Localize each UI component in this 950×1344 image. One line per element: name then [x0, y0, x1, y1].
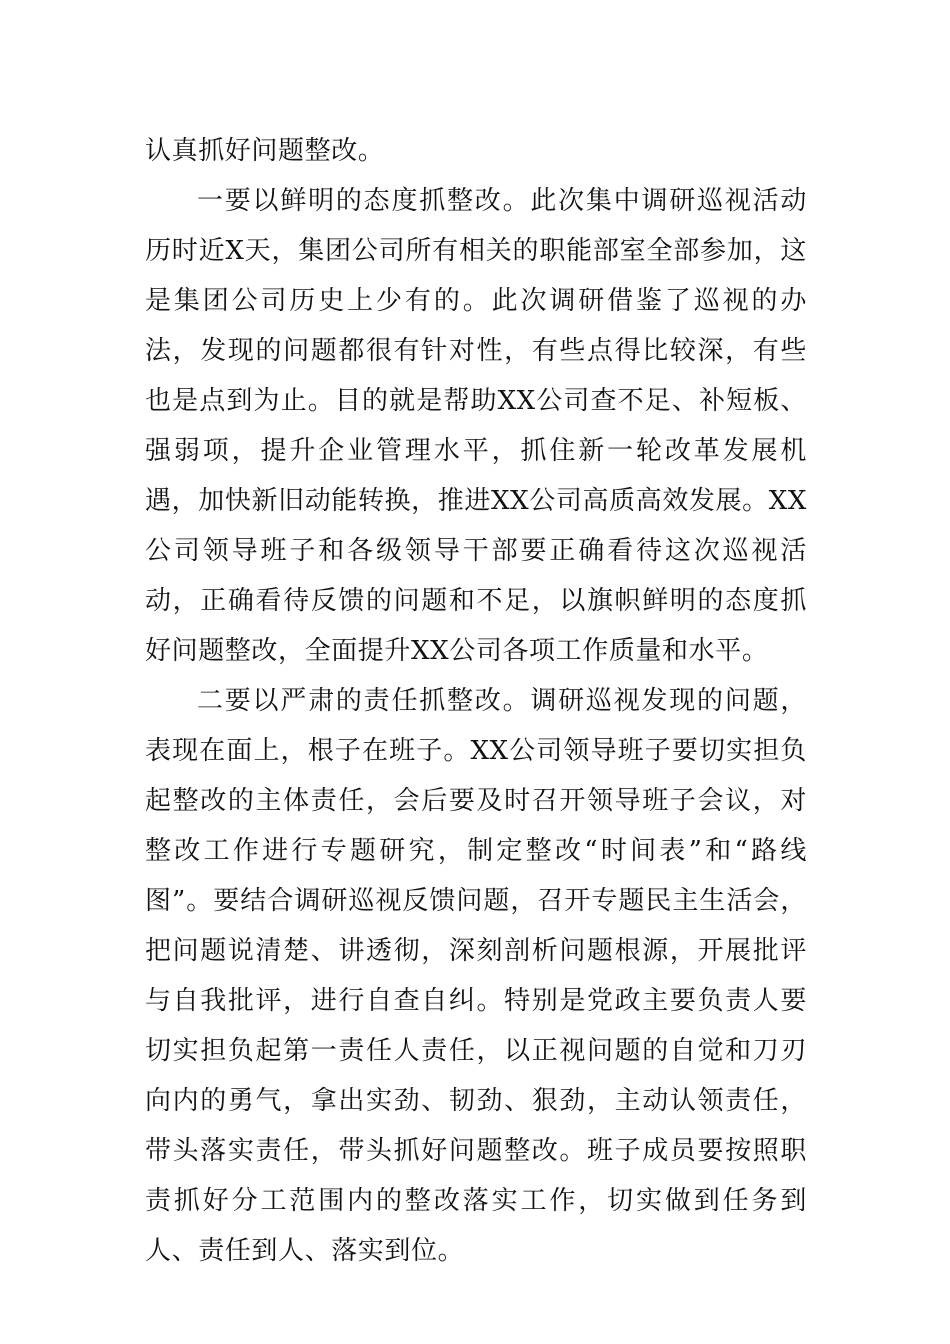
document-body [145, 126, 807, 1276]
paragraph-attitude-rectification: 一要以鲜明的态度抓整改。此次集中调研巡视活动历时近X天，集团公司所有相关的职能部室全部参加，这是集团公司历史上少有的。此次调研借鉴了巡视的办法，发现的问题都很有针对性，有些点得比较深，有些也是点到为止。目的就是帮助XX公司查不足、补短板、强弱项，提升企业管理水平，抓住新一轮改革发展机遇，加快新旧动能转换，推进XX公司高质高效发展。XX公司领导班子和各级领导干部要正确看待这次巡视活动，正确看待反馈的问题和不足，以旗帜鲜明的态度抓好问题整改，全面提升XX公司各项工作质量和水平。 [145, 186, 807, 666]
paragraph-responsibility-rectification: 二要以严肃的责任抓整改。调研巡视发现的问题，表现在面上，根子在班子。XX公司领导班子要切实担负起整改的主体责任，会后要及时召开领导班子会议，对整改工作进行专题研究，制定整改“时间表”和“路线图”。要结合调研巡视反馈问题，召开专题民主生活会，把问题说清楚、讲透彻，深刻剖析问题根源，开展批评与自我批评，进行自查自纠。特别是党政主要负责人要切实担负起第一责任人责任，以正视问题的自觉和刀刃向内的勇气，拿出实劲、韧劲、狠劲，主动认领责任，带头落实责任，带头抓好问题整改。班子成员要按照职责抓好分工范围内的整改落实工作，切实做到任务到人、责任到人、落实到位。 [145, 686, 807, 1266]
paragraph-continuation: 认真抓好问题整改。 [145, 136, 385, 166]
